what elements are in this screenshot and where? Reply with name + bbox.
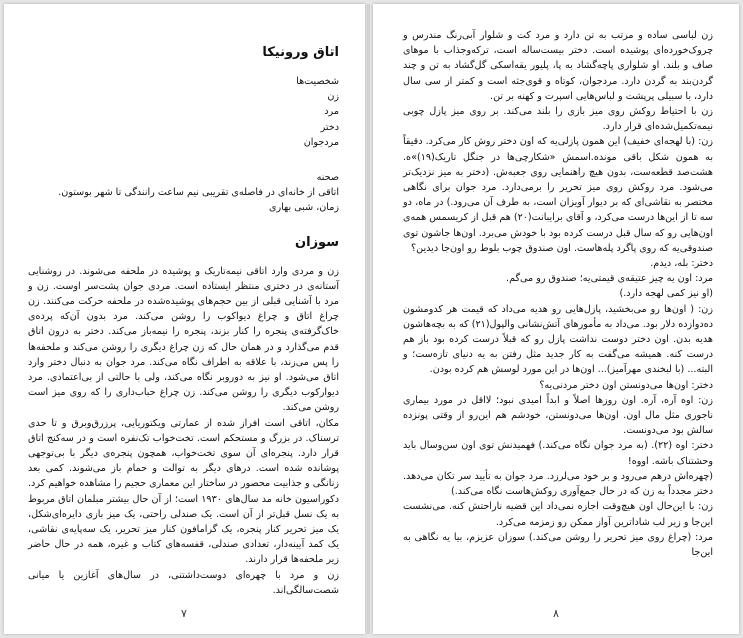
- character-item: دختر: [320, 121, 339, 133]
- dialogue-line: دختر: اون‌ها می‌دونستن اون دختر مردنی‌یه؟: [539, 379, 713, 391]
- paragraph: زن و مرد با چهره‌ای دوست‌داشتنی، در سال‌های آغازین یا میانی شصت‌سالگی‌اند.: [28, 569, 339, 596]
- paragraph: مکان، اتاقی است افراز شده از عمارتی ویکتوریایی، پرزرق‌وبرق و تا حدی ترسناک. در بزرگ و مستحکم است. تخت‌خواب تک‌نفره است و در سه‌کنج اتاق قرار دارد. پنجره‌ای آن سوی تخت‌خواب، همچون پنجره‌ی دیگر با بی‌توجهی پوشانده شده است. درهای دیگر به توالت و حمام باز می‌شوند. کمی بعد زنانگی و جذابیت محصور در ساختار این معماری حجیم را مشاهده خواهیم کرد. دکوراسیون خانه مد سال‌های ۱۹۳۰ است؛ از آن حال بیشتر مبلمان اتاق مربوط به یک نسل قبل‌تر از آن است. یک صندلی راحتی، یک میز بازی دایره‌ای‌شکل، یک میز تحریر کنار پنجره، یک گرامافون کنار میز تحریر، یک سه‌پایه‌ی نقاشی، یک کمد آیینه‌دار، تعدادی صندلی، قفسه‌های کتاب و غیره، همه در حال حاضر زیر ملحفه‌ها قرار دارند.: [28, 417, 339, 566]
- dialogue-line: دختر: بله، دیدم.: [650, 258, 713, 270]
- left-page: [4, 4, 365, 634]
- stage-direction: (چهره‌اش درهم می‌رود و بر خود می‌لرزد. مرد جوان به تأیید سر تکان می‌دهد. دختر مجدداً به زن که در حال جمع‌آوری روکش‌هاست نگاه می‌کند.): [403, 470, 713, 498]
- character-item: مرد: [324, 106, 339, 118]
- stage-direction: (او نیز کمی لهجه دارد.): [619, 288, 713, 300]
- scene-line: اتاقی از خانه‌ای در فاصله‌ی تقریبی نیم ساعت رانندگی تا شهر بوستون.: [58, 187, 339, 199]
- left-page-body: [28, 26, 339, 598]
- paragraph: زن با احتیاط روکش روی میز بازی را بلند می‌کند. بر روی میز پازل چوبی نیمه‌تکمیل‌شده‌ای قرار دارد.: [403, 106, 713, 133]
- paragraph: زن لباسی ساده و مرتب به تن دارد و مرد کت و شلوار آبی‌رنگ مندرس و چروک‌خورده‌ای پوشیده است. دختر بیست‌ساله است، ترکه‌وجذاب با موهای صاف و بلند. او شلواری پاچه‌گشاد به پا، پلیور یقه‌اسکی گل‌گشاد به تن و چند گردن‌بند به گردن دارد. مردجوان، کوتاه و قوی‌جثه است و کمتر از سی سال دارد، با سبیلی پرپشت و لباس‌هایی اسپرت و کهنه بر تن.: [403, 30, 713, 102]
- play-title: اتاق ورونیکا: [262, 45, 339, 60]
- character-item: مردجوان: [303, 136, 339, 148]
- characters-heading: شخصیت‌ها: [296, 76, 339, 87]
- character-item: زن: [327, 91, 339, 103]
- book-spine: [367, 4, 370, 634]
- dialogue-line: زن: با این‌حال اون هیچ‌وقت اجازه نمی‌داد این قضیه ناراحتش کنه. می‌نشست این‌جا و زیر لب شاداترین آواز ممکن رو زمزمه می‌کرد.: [403, 501, 713, 528]
- dialogue-line: زن: (با لهجه‌ای خفیف) این همون پازلی‌یه که اون دختر روش کار می‌کرد. دقیقاً به همون شکل باقی مونده.اسمش «شکارچی‌ها در جنگل تاریک(۱۹)»ه. هشت‌صد قطعه‌ست، بدون هیچ راهنمایی روی جعبه‌ش. (دختر به میز نزدیک‌تر می‌شود. مرد روکش روی میز تحریر را برمی‌دارد. مرد جوان برای نگاهی مختصر به نقاشی‌ای که بر دیوار آویزان است، به طرف آن می‌رود.) در ماه، دو سه تا از این‌ها درست می‌کرد، و آقای برایبانت(۲۰) هم قبل از کریسمس همه‌ی اون‌هایی رو که سال قبل درست کرده بود با خودش می‌برد. اون‌ها جاشون توی صندوقی‌یه که روی پاگرد پله‌هاست. اون صندوق چوب بلوط رو اون‌جا دیدین؟: [402, 136, 713, 254]
- dialogue-line: زن: ( اون‌ها رو می‌بخشید، پازل‌هایی رو هدیه می‌داد که قیمت هر کدومشون ده‌دوازده دلار بود. می‌داد به مأمورهای آتش‌نشانی والپول(۲۱) که به بچه‌هاشون هدیه بدن. اون دختر دوست نداشت پازل رو که قبلاً درست کرده بود باز هم درست کنه. همیشه می‌گفت به کار جدید مثل رفتن به یه دنیای تازه‌ست؛ و البته... (با لبخندی مهرآمیز)... اون‌ها در این مورد لوسش هم کرده بودن.: [403, 303, 713, 376]
- paragraph: زن و مردی وارد اتاقی نیمه‌تاریک و پوشیده در ملحفه می‌شوند. در روشنایی آستانه‌ی در دختری منتظر ایستاده است. مردی جوان پشت‌سر اوست. زن و مرد با آشنایی قبلی از بین حجم‌های پوشیده‌شده در ملحفه حرکت می‌کنند. زن چراغ اتاق و چراغ دیواکوب را روشن می‌کند. مرد بدون آن‌که پرده‌ی خاک‌گرفته‌ی پنجره را کنار بزند، پنجره را نیمه‌باز می‌کند. دختر به درون اتاق قدم می‌گذارد و در همان حال که زن چراغ دیگری را روشن می‌کند و ملحفه‌ها را پس می‌زند، با علاقه به اطراف نگاه می‌کند. مرد جوان به دنبال دختر وارد اتاق می‌شود. او نیز به دوروبر نگاه می‌کند، ولی با حالتی از بی‌اعتمادی. مرد دیوارکوب دیگری را روشن می‌کند. زن چراغ حباب‌داری را که روی میز است روشن می‌کند.: [28, 265, 339, 414]
- section-title: سوزان: [295, 234, 339, 250]
- dialogue-line: دختر: اوه (۲۲). (به مرد جوان نگاه می‌کند.) فهمیدنش توی اون سن‌وسال باید وحشتناک باشه. اووه!: [403, 440, 714, 467]
- right-page: [373, 4, 739, 634]
- page-number: ۷: [181, 607, 187, 620]
- dialogue-line: مرد: اون یه چیز عتیقه‌ی قیمتی‌یه؛ صندوق رو می‌گم.: [506, 273, 713, 285]
- scene-heading: صحنه: [316, 172, 339, 184]
- dialogue-line: زن: اوه آره، آره. اون روزها اصلاً و ابداً امیدی نبود؛ لااقل در مورد بیماری ناجوری مثل مال اون. اون‌ها می‌دونستن، خودشم هم این‌رو از وقتی پونزده سالش بود می‌دونست.: [403, 394, 713, 437]
- right-page-body: [403, 28, 713, 560]
- scene-line: زمان، شبی بهاری: [268, 202, 339, 214]
- dialogue-line: مرد: (چراغ روی میز تحریر را روشن می‌کند.) سوزان عزیزم، بیا یه نگاهی به این‌جا: [403, 531, 713, 558]
- page-number: ۸: [553, 607, 559, 620]
